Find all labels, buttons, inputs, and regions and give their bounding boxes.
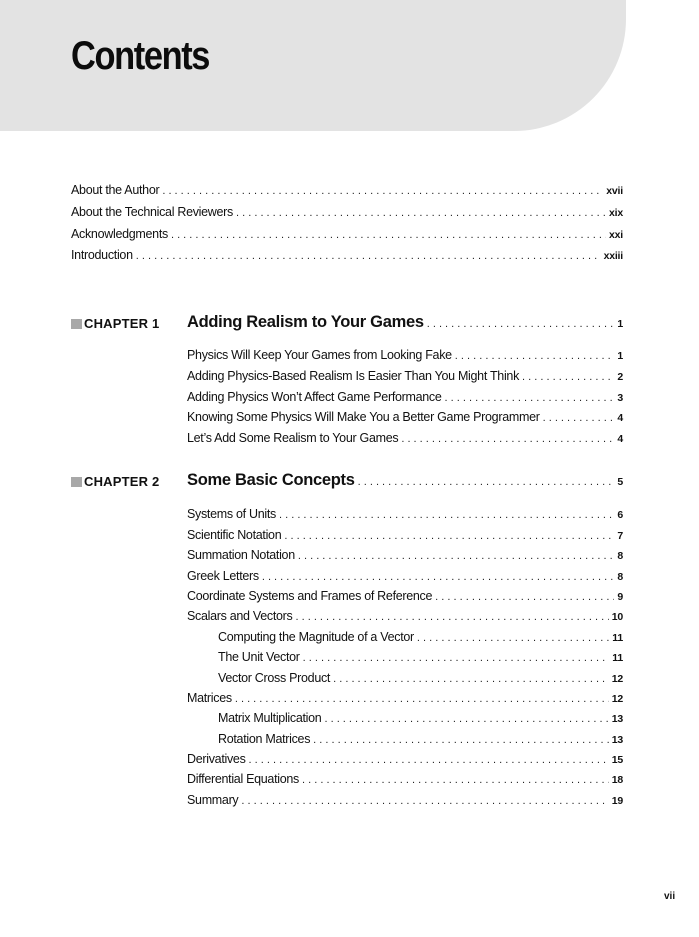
toc-page-number: 12	[611, 673, 623, 685]
toc-entry-title: Matrix Multiplication	[218, 711, 322, 725]
toc-page-number: xix	[609, 207, 623, 219]
dot-leader	[284, 528, 614, 544]
toc-page-number: 18	[611, 774, 623, 786]
dot-leader	[313, 732, 609, 748]
toc-entry[interactable]	[187, 547, 623, 564]
toc-entry[interactable]	[187, 347, 623, 364]
dot-leader	[417, 630, 609, 646]
toc-entry[interactable]	[187, 368, 623, 385]
toc-page-number: 1	[617, 318, 623, 330]
toc-front-reviewers[interactable]	[71, 204, 623, 221]
chapter-1-label	[71, 316, 159, 331]
toc-entry-title: Scientific Notation	[187, 528, 282, 542]
toc-entry-title: Computing the Magnitude of a Vector	[218, 630, 414, 644]
toc-entry-title: Differential Equations	[187, 772, 299, 786]
toc-entry[interactable]	[187, 792, 623, 809]
toc-entry[interactable]	[187, 690, 623, 707]
dot-leader	[324, 711, 608, 727]
toc-entry-title: Derivatives	[187, 752, 246, 766]
toc-front-author[interactable]	[71, 182, 623, 199]
toc-page-number: 6	[617, 509, 623, 521]
toc-entry-title: Summation Notation	[187, 548, 295, 562]
toc-entry[interactable]	[187, 771, 623, 788]
toc-chapter-1[interactable]	[187, 313, 623, 332]
toc-page-number: xxi	[609, 229, 623, 241]
toc-entry-title: Matrices	[187, 691, 232, 705]
toc-entry-title: Vector Cross Product	[218, 671, 331, 685]
dot-leader	[262, 569, 615, 585]
toc-entry-title: Physics Will Keep Your Games from Looking Fake	[187, 348, 452, 362]
dot-leader	[136, 248, 601, 264]
chapter-title: Some Basic Concepts	[187, 471, 355, 489]
dot-leader	[303, 650, 610, 666]
dot-leader	[295, 609, 608, 625]
dot-leader	[358, 476, 615, 488]
toc-entry[interactable]	[187, 506, 623, 523]
dot-leader	[401, 431, 614, 447]
dot-leader	[333, 671, 609, 687]
square-bullet-icon	[71, 477, 82, 487]
toc-entry[interactable]	[187, 409, 623, 426]
toc-page-number: 19	[611, 795, 623, 807]
toc-subentry[interactable]	[218, 710, 623, 727]
dot-leader	[435, 589, 614, 605]
toc-entry-title: Let’s Add Some Realism to Your Games	[187, 431, 399, 445]
toc-page-number: 13	[611, 734, 623, 746]
toc-entry-title: Greek Letters	[187, 569, 259, 583]
toc-entry-title: About the Author	[71, 183, 160, 197]
dot-leader	[302, 772, 609, 788]
toc-page-number: 1	[617, 350, 623, 362]
chapter-title: Adding Realism to Your Games	[187, 313, 424, 331]
toc-subentry[interactable]	[218, 649, 623, 666]
dot-leader	[522, 369, 614, 385]
toc-page-number: 8	[617, 550, 623, 562]
toc-page-number: 10	[611, 611, 623, 623]
toc-page-number: 8	[617, 571, 623, 583]
toc-entry[interactable]	[187, 608, 623, 625]
dot-leader	[235, 691, 609, 707]
page-number: vii	[664, 891, 676, 902]
toc-entry-title: Systems of Units	[187, 507, 276, 521]
page-title: Contents	[71, 34, 210, 78]
toc-page-number: 2	[617, 371, 623, 383]
toc-entry[interactable]	[187, 527, 623, 544]
toc-subentry[interactable]	[218, 731, 623, 748]
toc-entry-title: The Unit Vector	[218, 650, 300, 664]
toc-front-introduction[interactable]	[71, 247, 623, 264]
toc-page-number: 3	[617, 392, 623, 404]
toc-page-number: 12	[611, 693, 623, 705]
dot-leader	[249, 752, 609, 768]
dot-leader	[543, 410, 615, 426]
square-bullet-icon	[71, 319, 82, 329]
toc-entry-title: Rotation Matrices	[218, 732, 311, 746]
toc-entry-title: Adding Physics-Based Realism Is Easier Than You Might Think	[187, 369, 520, 383]
toc-page-number: 5	[617, 476, 623, 488]
toc-page-number: 13	[611, 713, 623, 725]
toc-entry-title: Knowing Some Physics Will Make You a Better Game Programmer	[187, 410, 540, 424]
dot-leader	[171, 227, 606, 243]
toc-entry-title: Scalars and Vectors	[187, 609, 293, 623]
chapter-2-label	[71, 474, 159, 489]
dot-leader	[427, 318, 615, 330]
dot-leader	[162, 183, 603, 199]
toc-subentry[interactable]	[218, 670, 623, 687]
toc-entry-title: About the Technical Reviewers	[71, 205, 233, 219]
toc-page-number: 4	[617, 412, 623, 424]
toc-page-number: 9	[617, 591, 623, 603]
toc-page-number: xvii	[606, 185, 623, 197]
toc-page-number: 11	[612, 632, 623, 644]
toc-entry-title: Introduction	[71, 248, 133, 262]
toc-entry[interactable]	[187, 751, 623, 768]
toc-entry[interactable]	[187, 588, 623, 605]
dot-leader	[279, 507, 614, 523]
toc-entry-title: Adding Physics Won’t Affect Game Performance	[187, 390, 442, 404]
dot-leader	[298, 548, 615, 564]
toc-entry-title: Summary	[187, 793, 239, 807]
toc-page-number: xxiii	[603, 250, 623, 262]
dot-leader	[455, 348, 615, 364]
chapter-label-text: CHAPTER 2	[84, 474, 160, 489]
toc-entry-title: Acknowledgments	[71, 227, 168, 241]
toc-page-number: 11	[612, 652, 623, 664]
toc-front-acknowledgments[interactable]	[71, 226, 623, 243]
toc-chapter-2[interactable]	[187, 471, 623, 490]
toc-entry[interactable]	[187, 568, 623, 585]
toc-entry[interactable]	[187, 389, 623, 406]
toc-page-number: 15	[611, 754, 623, 766]
dot-leader	[445, 390, 615, 406]
toc-entry-title: Coordinate Systems and Frames of Reference	[187, 589, 433, 603]
toc-entry[interactable]	[187, 430, 623, 447]
toc-subentry[interactable]	[218, 629, 623, 646]
dot-leader	[241, 793, 608, 809]
dot-leader	[236, 205, 606, 221]
chapter-label-text: CHAPTER 1	[84, 316, 160, 331]
toc-page-number: 4	[617, 433, 623, 445]
toc-page-number: 7	[617, 530, 623, 542]
